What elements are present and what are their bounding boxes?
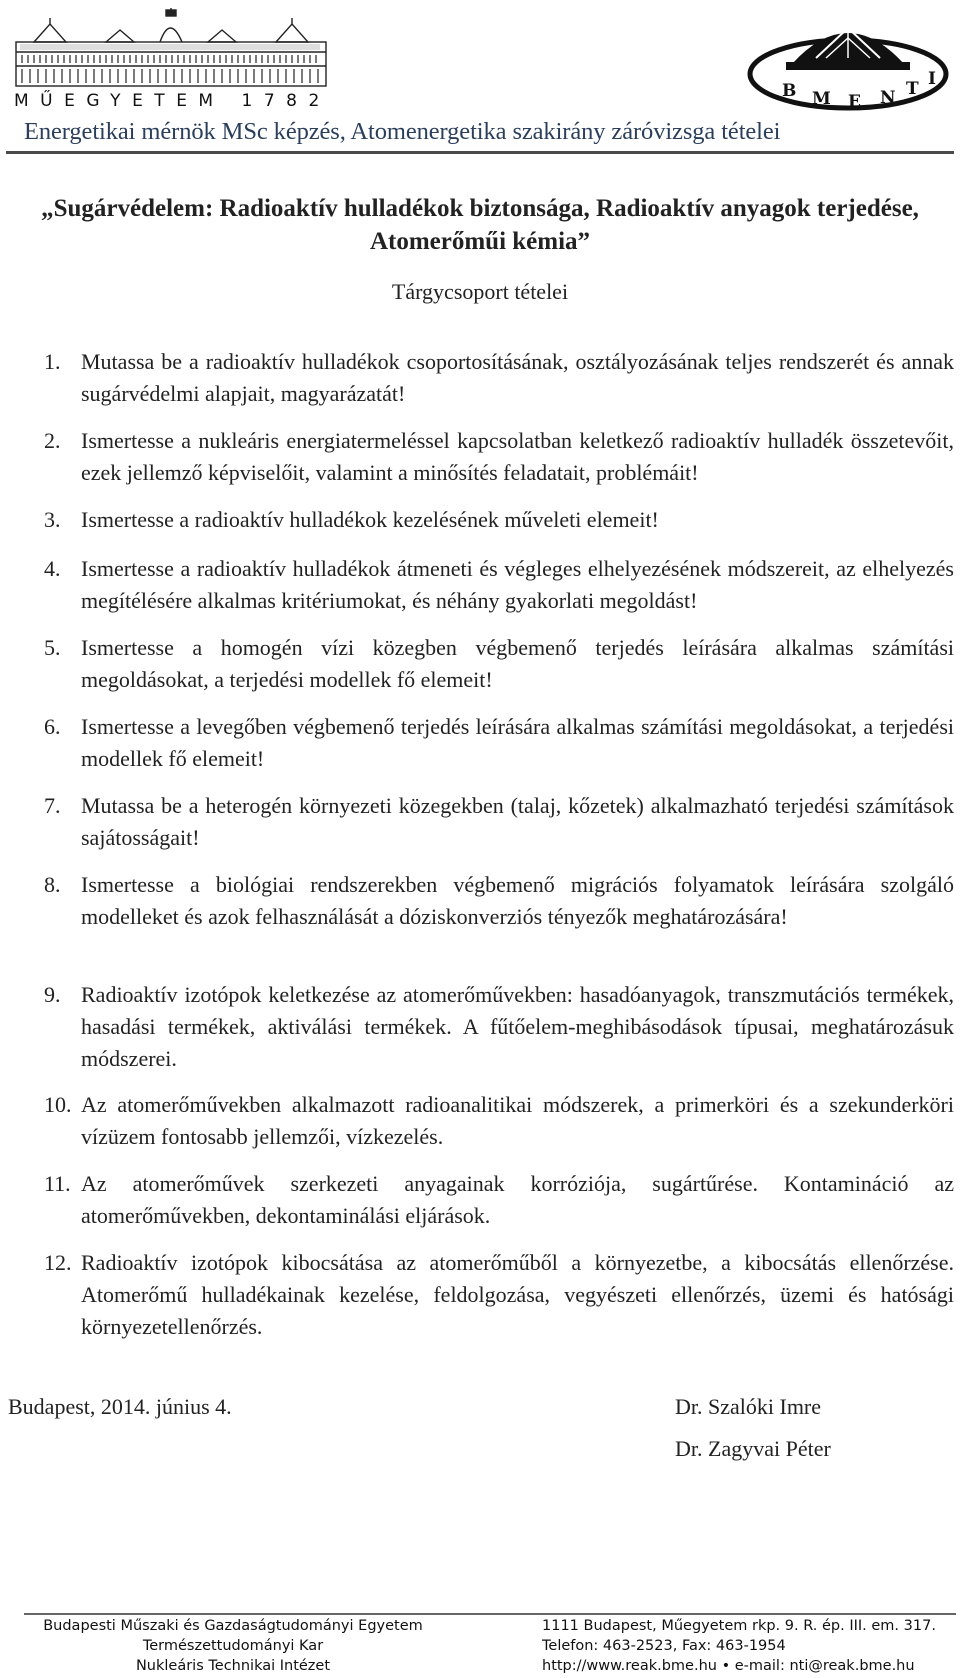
list-item xyxy=(44,346,954,410)
item-number: 2. xyxy=(44,428,61,453)
list-item xyxy=(44,979,954,1075)
footer-university: Budapesti Műszaki és Gazdaságtudományi Egyetem xyxy=(43,1618,423,1634)
group-heading: Tárgycsoport tételei xyxy=(391,279,569,304)
list-item xyxy=(44,425,954,489)
program-subtitle: Energetikai mérnök MSc képzés, Atomenergetika szakirány záróvizsga tételei xyxy=(24,118,781,145)
footer-web-email: http://www.reak.bme.hu • e-mail: nti@reak.bme.hu xyxy=(542,1658,915,1674)
item-number: 8. xyxy=(44,872,61,897)
header-divider xyxy=(6,151,954,154)
item-number: 12. xyxy=(44,1250,72,1275)
item-number: 6. xyxy=(44,714,61,739)
list-item xyxy=(44,1089,954,1153)
item-number: 11. xyxy=(44,1171,71,1196)
item-text: Az atomerőművekben alkalmazott radioanalitikai módszerek, a primerköri és a szekunderköri vízüzem fontosabb jellemzői, vízkezelés. xyxy=(81,1092,954,1149)
svg-text:I: I xyxy=(928,69,936,89)
footer-divider xyxy=(24,1613,956,1615)
item-text: Ismertesse a biológiai rendszerekben végbemenő migrációs folyamatok leírására szolgáló modelleket és azok felhasználását a dóziskonverziós tényezők meghatározására! xyxy=(81,872,954,929)
document-title: „Sugárvédelem: Radioaktív hulladékok biztonsága, Radioaktív anyagok terjedése, Atomerőműi kémia” xyxy=(41,195,919,255)
item-text: Radioaktív izotópok kibocsátása az atomerőműből a környezetbe, a kibocsátás ellenőrzése. Atomerőmű hulladékainak kezelése, feldolgozása, vegyészeti ellenőrzés, üzemi és hatósági környezetellenőrzés. xyxy=(81,1250,954,1339)
footer-phone: Telefon: 463-2523, Fax: 463-1954 xyxy=(542,1638,786,1654)
footer-address: 1111 Budapest, Műegyetem rkp. 9. R. ép. III. em. 317. xyxy=(542,1618,936,1634)
list-item xyxy=(44,790,954,854)
item-text: Ismertesse a nukleáris energiatermeléssel kapcsolatban keletkező radioaktív hulladék összetevőit, ezek jellemző képviselőit, valamint a minősítés feladatait, problémáit! xyxy=(81,428,954,485)
item-text: Ismertesse a radioaktív hulladékok átmeneti és végleges elhelyezésének módszereit, az elhelyezés megítélésére alkalmas kritériumokat, és néhány gyakorlati megoldást! xyxy=(81,556,954,613)
university-logo xyxy=(10,8,332,108)
item-number: 1. xyxy=(44,349,61,374)
list-item xyxy=(44,1247,954,1343)
item-text: Ismertesse a radioaktív hulladékok kezelésének műveleti elemeit! xyxy=(81,507,659,532)
item-number: 9. xyxy=(44,982,61,1007)
list-item xyxy=(44,1168,954,1232)
signer-name: Dr. Szalóki Imre xyxy=(675,1394,822,1419)
svg-text:M: M xyxy=(812,89,831,109)
list-item xyxy=(44,869,954,933)
svg-text:N: N xyxy=(880,88,896,108)
svg-text:MŰEGYETEM 1782: MŰEGYETEM 1782 xyxy=(14,91,331,108)
item-number: 7. xyxy=(44,793,61,818)
item-text: Mutassa be a heterogén környezeti közegekben (talaj, kőzetek) alkalmazható terjedési számítások sajátosságait! xyxy=(81,793,954,850)
list-item xyxy=(44,632,954,696)
footer-institute: Nukleáris Technikai Intézet xyxy=(135,1658,331,1674)
item-text: Az atomerőművek szerkezeti anyagainak korróziója, sugártűrése. Kontamináció az atomerőművekben, dekontaminálási eljárások. xyxy=(81,1171,954,1228)
item-number: 3. xyxy=(44,507,61,532)
item-text: Mutassa be a radioaktív hulladékok csoportosításának, osztályozásának teljes rendszerét és annak sugárvédelmi alapjait, magyarázatát! xyxy=(81,349,954,406)
signer-name: Dr. Zagyvai Péter xyxy=(675,1436,831,1461)
svg-text:B: B xyxy=(782,81,797,101)
svg-text:T: T xyxy=(906,79,919,99)
item-number: 4. xyxy=(44,556,61,581)
list-item xyxy=(44,553,954,617)
list-item xyxy=(44,711,954,775)
item-number: 10. xyxy=(44,1092,72,1117)
item-text: Ismertesse a homogén vízi közegben végbemenő terjedés leírására alkalmas számítási megoldásokat, a terjedési modellek fő elemeit! xyxy=(81,635,954,692)
item-text: Radioaktív izotópok keletkezése az atomerőművekben: hasadóanyagok, transzmutációs termékek, hasadási termékek, aktiválási termékek. A fűtőelem-meghibásodások típusai, meghatározásuk módszerei. xyxy=(81,982,954,1071)
item-number: 5. xyxy=(44,635,61,660)
institute-logo xyxy=(746,8,950,112)
svg-text:E: E xyxy=(848,92,861,112)
document-date: Budapest, 2014. június 4. xyxy=(8,1394,232,1419)
item-text: Ismertesse a levegőben végbemenő terjedés leírására alkalmas számítási megoldásokat, a terjedési modellek fő elemeit! xyxy=(81,714,954,771)
list-item xyxy=(44,504,954,536)
footer-faculty: Természettudományi Kar xyxy=(142,1638,324,1654)
